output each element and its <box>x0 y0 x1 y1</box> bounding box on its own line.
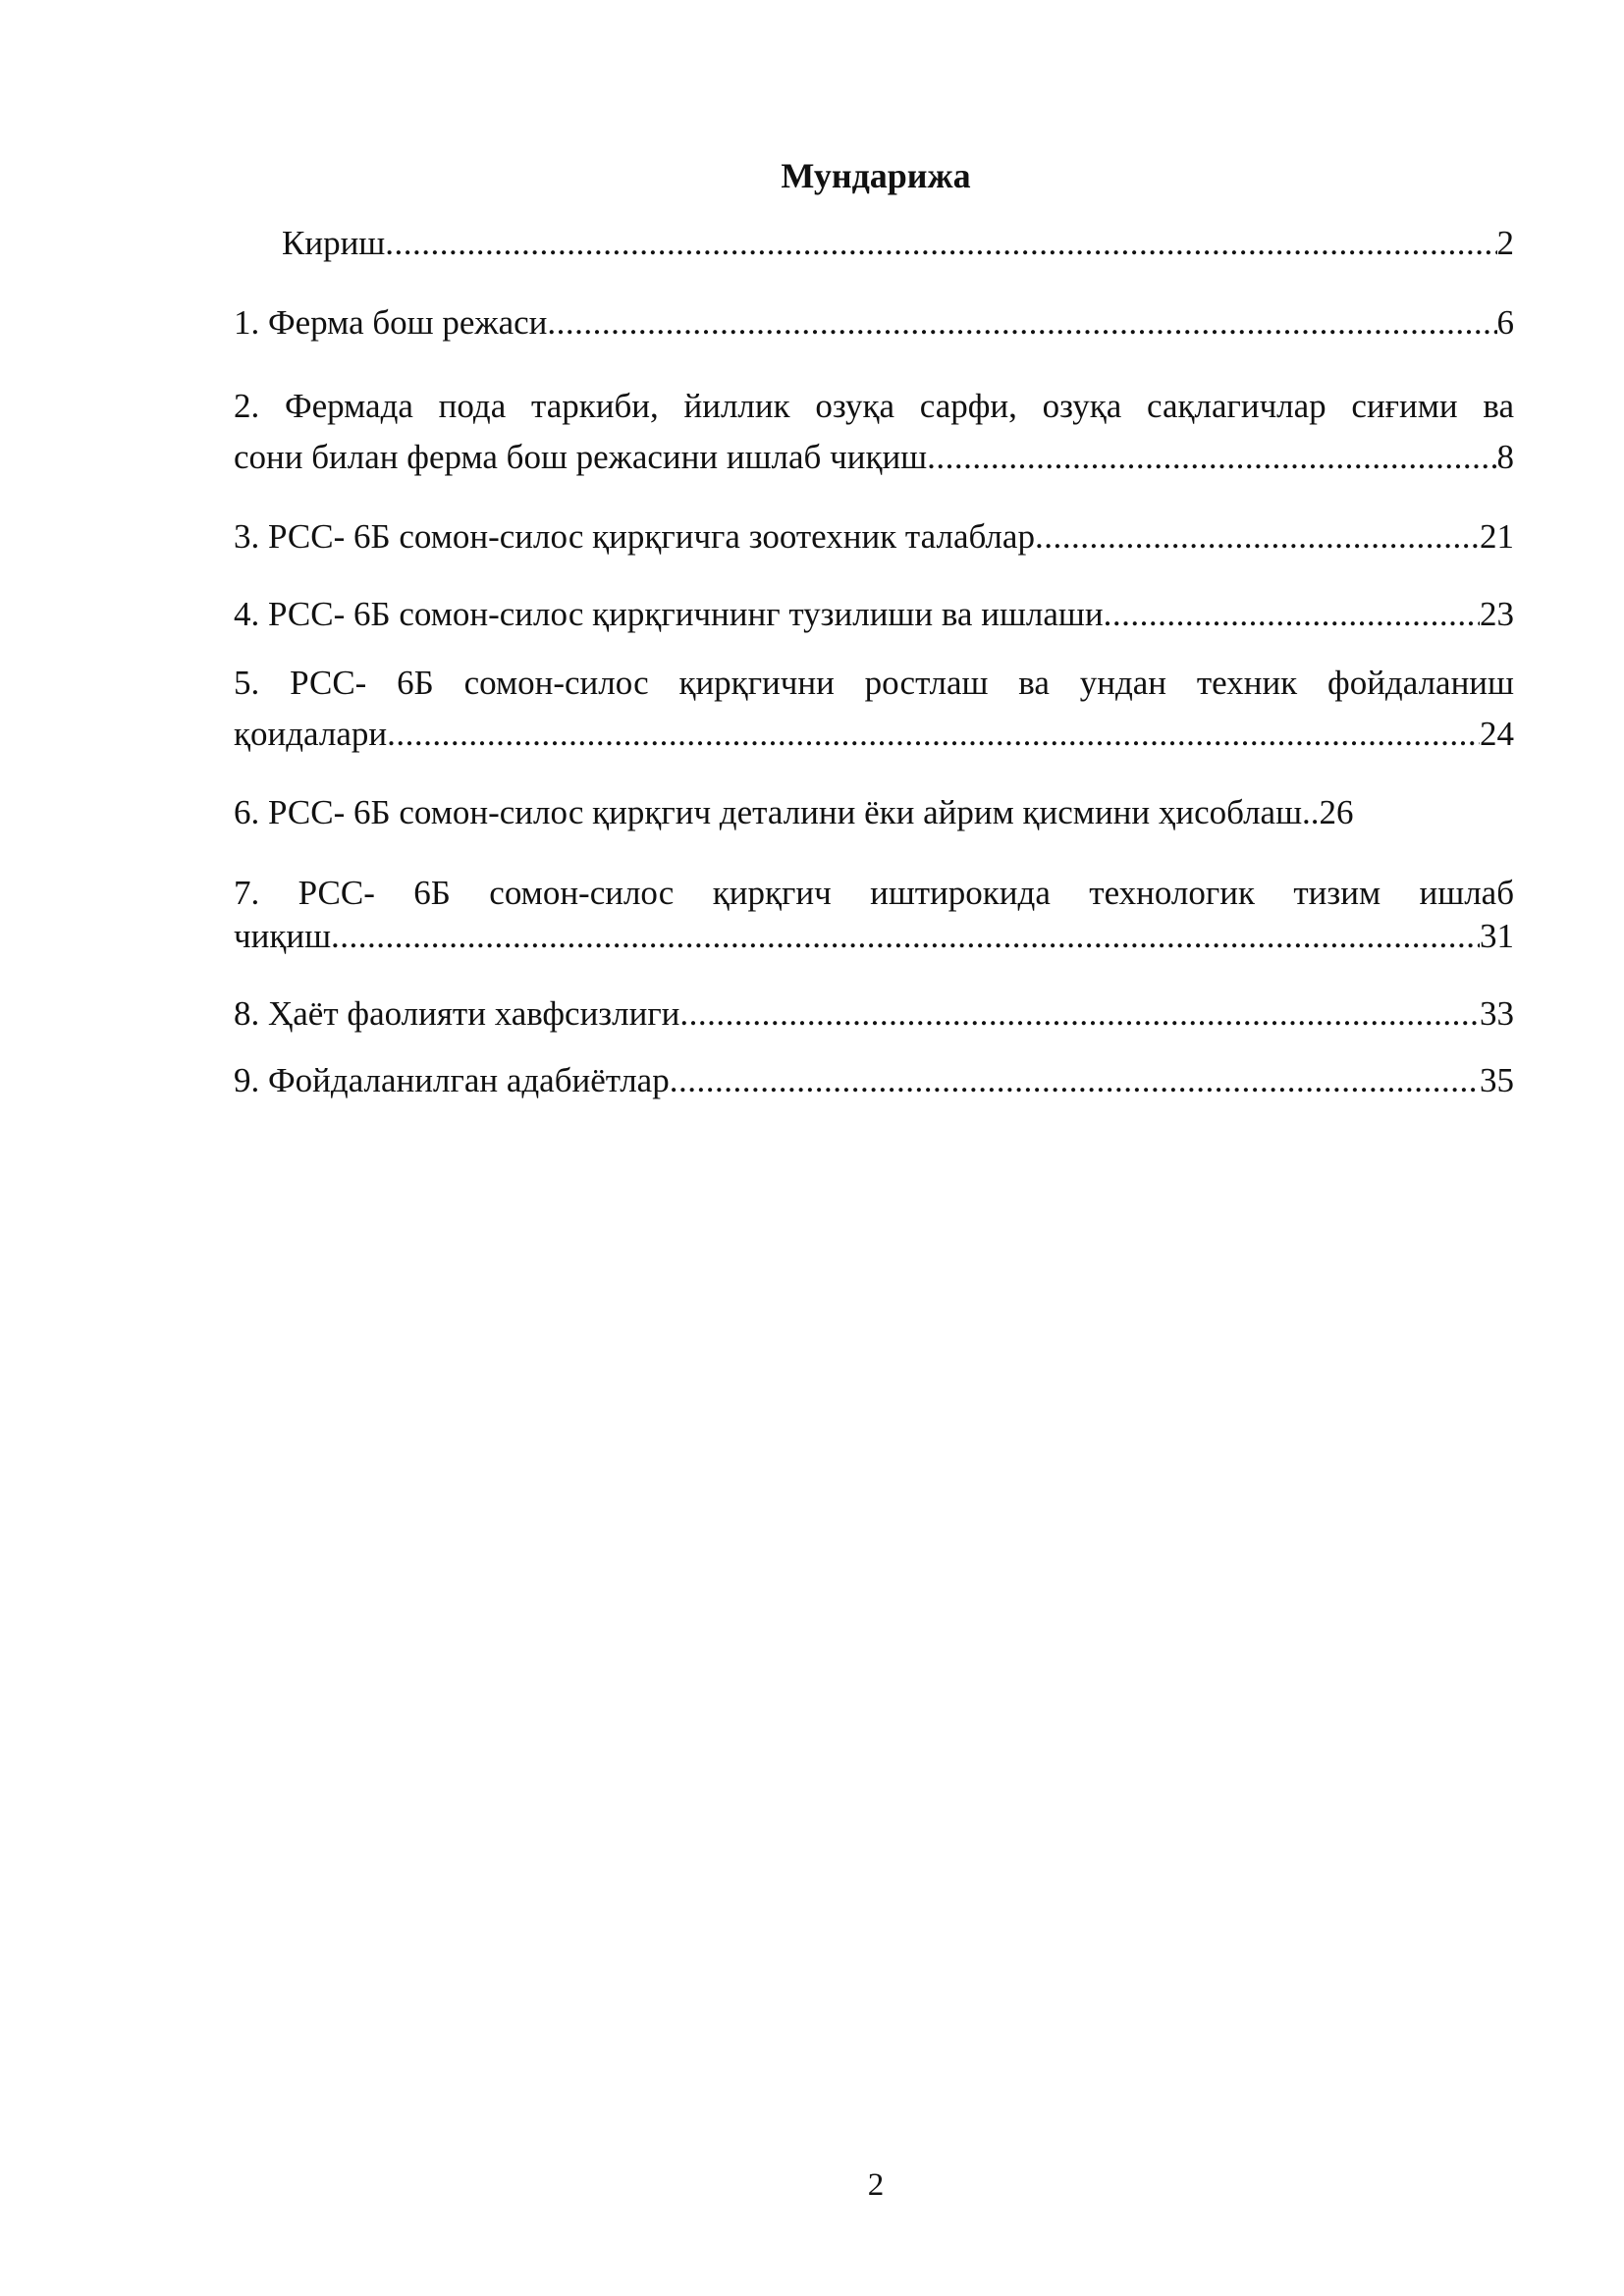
toc-entry-page: 26 <box>1319 793 1354 831</box>
toc-entry-page: 21 <box>1480 517 1514 556</box>
toc-entry-text: қоидалари <box>234 715 388 753</box>
toc-entry-4 <box>234 590 1514 639</box>
toc-entry-2 <box>234 433 1514 482</box>
toc-leader-dots <box>679 989 1480 1039</box>
toc-leader-dots <box>927 433 1496 482</box>
toc-entry-page: 6 <box>1496 303 1514 342</box>
toc-entry-page: 33 <box>1480 994 1514 1033</box>
toc-entry-6 <box>234 788 1514 837</box>
toc-entry-2-line1: 2. Фермада пода таркиби, йиллик озуқа сарфи, озуқа сақлагичлар сиғими ва <box>234 387 1514 425</box>
toc-entry-text: 6. РСС- 6Б сомон-силос қирқгич деталини ёки айрим қисмини ҳисоблаш.. <box>234 793 1320 831</box>
toc-entry-text: 4. РСС- 6Б сомон-силос қирқгичнинг тузилиши ва ишлаши <box>234 595 1104 633</box>
toc-leader-dots <box>1104 590 1480 639</box>
toc-entry-text: 1. Ферма бош режаси <box>234 303 548 342</box>
toc-leader-dots <box>1035 512 1480 561</box>
toc-leader-dots <box>385 219 1496 268</box>
toc-entry-text: сони билан ферма бош режасини ишлаб чиқиш <box>234 438 928 476</box>
toc-entry-introduction <box>282 219 1514 268</box>
toc-entry-7 <box>234 912 1514 961</box>
toc-entry-text: 9. Фойдаланилган адабиётлар <box>234 1061 670 1099</box>
toc-entry-9 <box>234 1056 1514 1105</box>
toc-entry-7-line1: 7. РСС- 6Б сомон-силос қирқгич иштирокида технологик тизим ишлаб <box>234 874 1514 912</box>
toc-entry-text: 3. РСС- 6Б сомон-силос қирқгичга зоотехник талаблар <box>234 517 1035 556</box>
toc-entry-text: чиқиш <box>234 917 332 955</box>
toc-entry-text: Кириш <box>282 224 386 262</box>
toc-entry-text: 8. Ҳаёт фаолияти хавфсизлиги <box>234 994 680 1033</box>
toc-entry-1 <box>234 298 1514 347</box>
toc-entry-5 <box>234 710 1514 759</box>
toc-entry-page: 31 <box>1480 917 1514 955</box>
toc-entry-8 <box>234 989 1514 1039</box>
toc-entry-3 <box>234 512 1514 561</box>
page-number: 2 <box>867 2167 885 2203</box>
toc-leader-dots <box>387 710 1480 759</box>
toc-entry-page: 8 <box>1496 438 1514 476</box>
toc-entry-page: 35 <box>1480 1061 1514 1099</box>
toc-entry-page: 2 <box>1496 224 1514 262</box>
toc-entry-5-line1: 5. РСС- 6Б сомон-силос қирқгични ростлаш ва ундан техник фойдаланиш <box>234 664 1514 702</box>
toc-entry-page: 23 <box>1480 595 1514 633</box>
toc-leader-dots <box>331 912 1480 961</box>
page-title: Мундарижа <box>781 156 971 195</box>
toc-leader-dots <box>547 298 1496 347</box>
toc-leader-dots <box>670 1056 1480 1105</box>
toc-entry-page: 24 <box>1480 715 1514 753</box>
